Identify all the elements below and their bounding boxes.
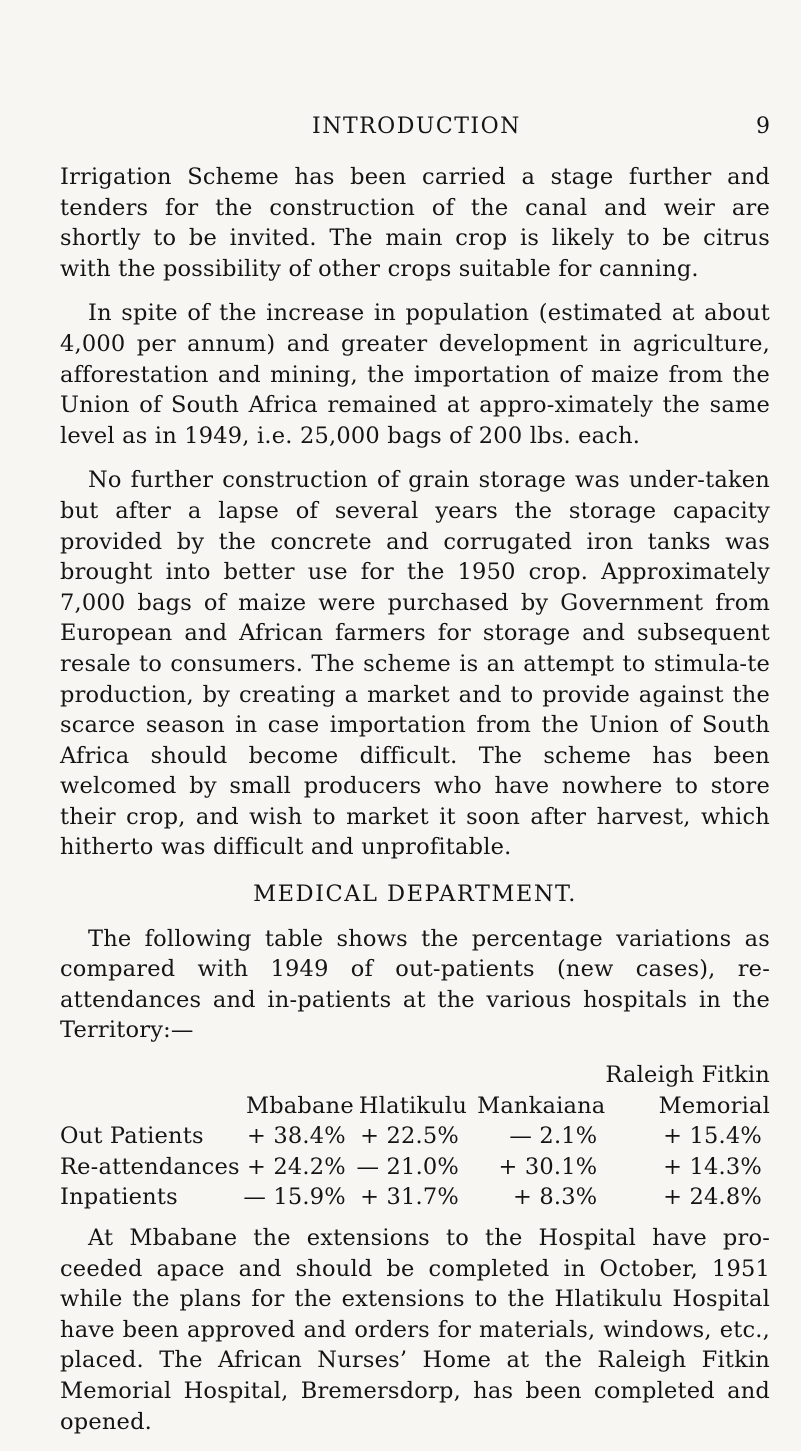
- table-header-top-row: [60, 1060, 770, 1091]
- table-cell: — 15.9%: [243, 1184, 346, 1211]
- row-label: Re-attendances: [60, 1153, 240, 1180]
- body-text: [60, 162, 770, 1451]
- table-header-cell: [354, 1060, 467, 1091]
- table-cell: + 14.3%: [663, 1153, 762, 1180]
- table-cell: + 24.8%: [663, 1184, 762, 1211]
- table-cell: — 21.0%: [356, 1153, 460, 1180]
- page-number: 9: [756, 114, 770, 139]
- paragraph-hospital-extensions: At Mbabane the extensions to the Hospital have pro-ceeded apace and should be completed in October, 1951 while the plans for the extensions to the Hlatikulu Hospital have been approved and orders for materials, windows, etc., placed. The African Nurses’ Home at the Raleigh Fitkin Memorial Hospital, Bremersdorp, has been completed and opened.: [60, 1225, 770, 1435]
- running-head-title: INTRODUCTION: [312, 114, 521, 139]
- table-header-mbabane: Mbabane: [245, 1092, 354, 1119]
- table-header-hlatikulu: Hlatikulu: [358, 1092, 468, 1119]
- row-label: Out Patients: [60, 1123, 204, 1150]
- table-row: [60, 1121, 770, 1152]
- table-cell: + 15.4%: [663, 1123, 762, 1150]
- table-cell: + 30.1%: [498, 1153, 598, 1180]
- table-header-raleigh-fitkin: Raleigh Fitkin: [605, 1062, 770, 1089]
- table-cell: + 8.3%: [513, 1184, 598, 1211]
- row-label: Inpatients: [60, 1184, 178, 1211]
- table-cell: — 2.1%: [509, 1123, 598, 1150]
- table-cell: + 24.2%: [246, 1153, 346, 1180]
- section-heading: MEDICAL DEPARTMENT.: [253, 881, 577, 908]
- paragraph-irrigation: Irrigation Scheme has been carried a stage further and tenders for the construction of the canal and weir are shortly to be invited. The main crop is likely to be citrus with the possibility of other crops suitable for canning.: [60, 164, 770, 282]
- running-head: [0, 114, 801, 144]
- paragraph-grain-storage: No further construction of grain storage was under-taken but after a lapse of several years the storage capacity provided by the concrete and corrugated iron tanks was brought into better use for the 1950 crop. Approximately 7,000 bags of maize were purchased by Government from European and African farmers for storage and subsequent resale to consumers. The scheme is an attempt to stimula-te production, by creating a market and to provide against the scarce season in case importation from the Union of South Africa should become difficult. The scheme has been welcomed by small producers who have nowhere to store their crop, and wish to market it soon after harvest, which hitherto was difficult and unprofitable.: [60, 467, 770, 861]
- paragraph-maize-importation: In spite of the increase in population (estimated at about 4,000 per annum) and greater development in agriculture, afforestation and mining, the importation of maize from the Union of South Africa remained at appro-ximately the same level as in 1949, i.e. 25,000 bags of 200 lbs. each.: [60, 300, 770, 449]
- table-cell: + 31.7%: [360, 1184, 460, 1211]
- paragraph-table-intro: The following table shows the percentage variations as compared with 1949 of out-patients (new cases), re-attendances and in-patients at the various hospitals in the Territory:—: [60, 925, 770, 1044]
- table-header-cell: [60, 1060, 240, 1091]
- table-cell: + 38.4%: [246, 1123, 346, 1150]
- hospital-variation-table: [60, 1060, 770, 1213]
- table-row: [60, 1182, 770, 1213]
- table-header-blank: [60, 1091, 240, 1122]
- table-header-mankaiana: Mankaiana: [477, 1092, 606, 1119]
- table-header-cell: [467, 1060, 605, 1091]
- table-header-row: [60, 1091, 770, 1122]
- table-header-memorial: Memorial: [658, 1092, 770, 1119]
- table-row: [60, 1152, 770, 1183]
- table-header-cell: [240, 1060, 354, 1091]
- table-cell: + 22.5%: [360, 1123, 460, 1150]
